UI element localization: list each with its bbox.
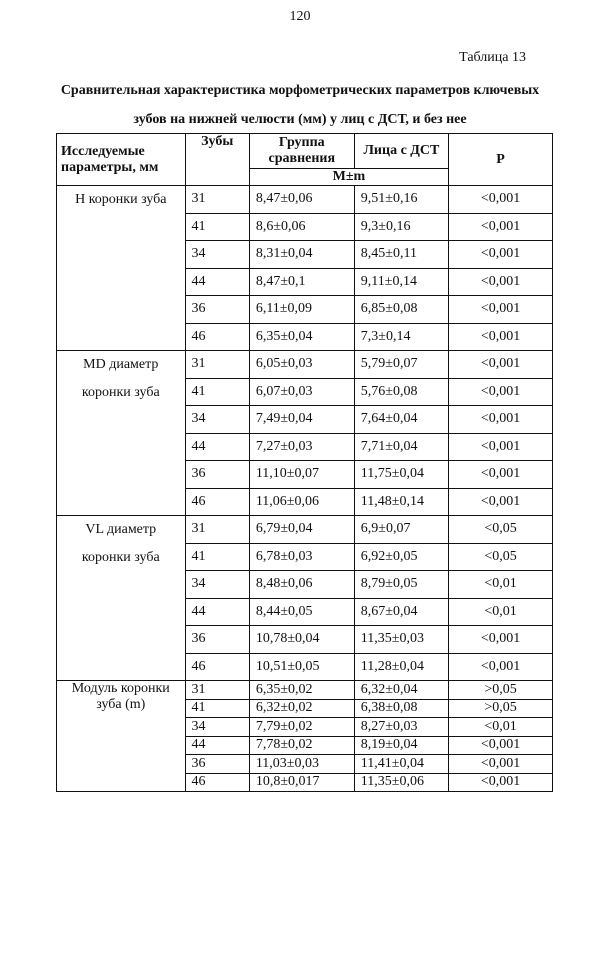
p-value-cell: <0,001: [449, 268, 553, 296]
dst-value-cell: 6,85±0,08: [354, 296, 448, 324]
tooth-cell: 34: [185, 406, 249, 434]
p-value-cell: <0,05: [449, 543, 553, 571]
tooth-cell: 31: [185, 351, 249, 379]
dst-value-cell: 8,79±0,05: [354, 571, 448, 599]
dst-value-cell: 8,45±0,11: [354, 241, 448, 269]
group-value-cell: 6,05±0,03: [249, 351, 354, 379]
group-value-cell: 7,49±0,04: [249, 406, 354, 434]
p-value-cell: <0,001: [449, 241, 553, 269]
param-cell: MD диаметр коронки зуба: [57, 351, 186, 516]
tooth-cell: 41: [185, 543, 249, 571]
dst-value-cell: 11,35±0,03: [354, 626, 448, 654]
group-value-cell: 7,27±0,03: [249, 433, 354, 461]
dst-value-cell: 11,48±0,14: [354, 488, 448, 516]
tooth-cell: 34: [185, 571, 249, 599]
tooth-cell: 31: [185, 186, 249, 214]
tooth-cell: 36: [185, 461, 249, 489]
p-value-cell: <0,001: [449, 488, 553, 516]
group-value-cell: 8,6±0,06: [249, 213, 354, 241]
tooth-cell: 31: [185, 681, 249, 700]
dst-value-cell: 5,76±0,08: [354, 378, 448, 406]
p-value-cell: <0,001: [449, 653, 553, 681]
dst-value-cell: 7,3±0,14: [354, 323, 448, 351]
group-value-cell: 6,35±0,02: [249, 681, 354, 700]
group-value-cell: 8,47±0,1: [249, 268, 354, 296]
page-number: 120: [289, 9, 311, 24]
tooth-cell: 44: [185, 433, 249, 461]
table-row: [57, 351, 553, 379]
p-value-cell: <0,05: [449, 516, 553, 544]
group-value-cell: 8,44±0,05: [249, 598, 354, 626]
p-value-cell: <0,001: [449, 773, 553, 792]
group-value-cell: 6,78±0,03: [249, 543, 354, 571]
p-value-cell: <0,001: [449, 461, 553, 489]
table-label: Таблица 13: [459, 50, 526, 65]
tooth-cell: 46: [185, 323, 249, 351]
table-row: [57, 681, 553, 700]
tooth-cell: 46: [185, 488, 249, 516]
table-row: [57, 516, 553, 544]
tooth-cell: 36: [185, 755, 249, 774]
tooth-cell: 46: [185, 773, 249, 792]
dst-value-cell: 9,3±0,16: [354, 213, 448, 241]
p-value-cell: <0,001: [449, 323, 553, 351]
tooth-cell: 31: [185, 516, 249, 544]
param-cell: H коронки зуба: [57, 186, 186, 351]
dst-value-cell: 8,67±0,04: [354, 598, 448, 626]
dst-value-cell: 11,28±0,04: [354, 653, 448, 681]
group-value-cell: 7,78±0,02: [249, 736, 354, 755]
group-value-cell: 6,11±0,09: [249, 296, 354, 324]
p-value-cell: <0,001: [449, 351, 553, 379]
table-title: Сравнительная характеристика морфометрических параметров ключевых зубов на нижней челюсти (мм) у лиц с ДСТ, и без нее: [60, 83, 540, 127]
p-value-cell: <0,001: [449, 406, 553, 434]
p-value-cell: >0,05: [449, 681, 553, 700]
dst-value-cell: 6,38±0,08: [354, 699, 448, 718]
dst-value-cell: 6,9±0,07: [354, 516, 448, 544]
p-value-cell: >0,05: [449, 699, 553, 718]
dst-value-cell: 8,19±0,04: [354, 736, 448, 755]
group-value-cell: 10,51±0,05: [249, 653, 354, 681]
tooth-cell: 44: [185, 598, 249, 626]
group-value-cell: 6,32±0,02: [249, 699, 354, 718]
comparison-table: [56, 133, 553, 792]
tooth-cell: 44: [185, 736, 249, 755]
header-dst: Лица с ДСТ: [354, 134, 448, 169]
p-value-cell: <0,001: [449, 186, 553, 214]
dst-value-cell: 7,64±0,04: [354, 406, 448, 434]
group-value-cell: 10,78±0,04: [249, 626, 354, 654]
header-p: P: [449, 134, 553, 186]
tooth-cell: 44: [185, 268, 249, 296]
tooth-cell: 34: [185, 241, 249, 269]
header-param: Исследуемые параметры, мм: [57, 134, 186, 186]
group-value-cell: 11,06±0,06: [249, 488, 354, 516]
dst-value-cell: 8,27±0,03: [354, 718, 448, 737]
p-value-cell: <0,01: [449, 598, 553, 626]
dst-value-cell: 11,41±0,04: [354, 755, 448, 774]
group-value-cell: 11,03±0,03: [249, 755, 354, 774]
tooth-cell: 34: [185, 718, 249, 737]
tooth-cell: 36: [185, 626, 249, 654]
group-value-cell: 7,79±0,02: [249, 718, 354, 737]
group-value-cell: 6,07±0,03: [249, 378, 354, 406]
dst-value-cell: 6,32±0,04: [354, 681, 448, 700]
tooth-cell: 41: [185, 213, 249, 241]
tooth-cell: 36: [185, 296, 249, 324]
param-cell: Модуль коронки зуба (m): [57, 681, 186, 792]
p-value-cell: <0,001: [449, 433, 553, 461]
tooth-cell: 41: [185, 699, 249, 718]
p-value-cell: <0,001: [449, 626, 553, 654]
p-value-cell: <0,01: [449, 718, 553, 737]
dst-value-cell: 5,79±0,07: [354, 351, 448, 379]
header-mean: M±m: [249, 169, 448, 186]
tooth-cell: 41: [185, 378, 249, 406]
param-cell: VL диаметр коронки зуба: [57, 516, 186, 681]
dst-value-cell: 9,51±0,16: [354, 186, 448, 214]
tooth-cell: 46: [185, 653, 249, 681]
group-value-cell: 6,35±0,04: [249, 323, 354, 351]
dst-value-cell: 7,71±0,04: [354, 433, 448, 461]
group-value-cell: 10,8±0,017: [249, 773, 354, 792]
group-value-cell: 6,79±0,04: [249, 516, 354, 544]
p-value-cell: <0,001: [449, 736, 553, 755]
header-teeth: Зубы: [185, 134, 249, 186]
dst-value-cell: 11,75±0,04: [354, 461, 448, 489]
p-value-cell: <0,01: [449, 571, 553, 599]
group-value-cell: 8,31±0,04: [249, 241, 354, 269]
dst-value-cell: 6,92±0,05: [354, 543, 448, 571]
table-body: [57, 186, 553, 792]
header-group: Группа сравнения: [249, 134, 354, 169]
group-value-cell: 8,48±0,06: [249, 571, 354, 599]
dst-value-cell: 11,35±0,06: [354, 773, 448, 792]
table-row: [57, 186, 553, 214]
p-value-cell: <0,001: [449, 296, 553, 324]
group-value-cell: 11,10±0,07: [249, 461, 354, 489]
p-value-cell: <0,001: [449, 755, 553, 774]
dst-value-cell: 9,11±0,14: [354, 268, 448, 296]
group-value-cell: 8,47±0,06: [249, 186, 354, 214]
p-value-cell: <0,001: [449, 213, 553, 241]
p-value-cell: <0,001: [449, 378, 553, 406]
